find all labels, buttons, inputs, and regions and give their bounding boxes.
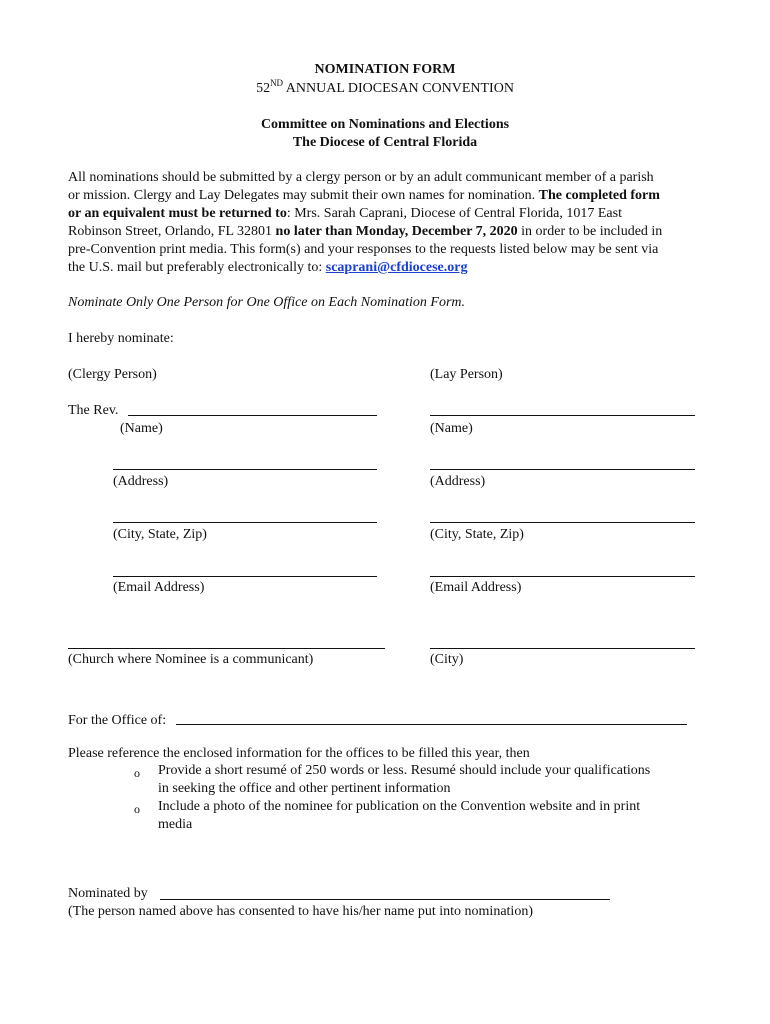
diocese-name: The Diocese of Central Florida <box>292 135 478 150</box>
clergy-address-label: (Address) <box>113 474 169 489</box>
convention-name: ANNUAL DIOCESAN CONVENTION <box>285 81 514 96</box>
bullet-marker: o <box>134 766 140 780</box>
form-title: NOMINATION FORM <box>314 62 456 77</box>
church-city-label: (City) <box>430 652 464 667</box>
bullet-marker: o <box>134 802 140 816</box>
office-field[interactable] <box>176 724 687 725</box>
bullet-photo-line2: media <box>158 817 193 832</box>
intro-line <box>68 205 708 223</box>
reference-intro: Please reference the enclosed information for the offices to be filled this year, then <box>68 746 530 761</box>
convention-number: 52 <box>256 81 271 96</box>
lay-name-label: (Name) <box>430 421 473 436</box>
bullet-resume-line2: in seeking the office and other pertinent information <box>158 781 451 796</box>
bullet-photo-line1: Include a photo of the nominee for publication on the Convention website and in print <box>158 799 641 814</box>
lay-heading: (Lay Person) <box>430 367 503 382</box>
lay-address-field[interactable] <box>430 469 695 470</box>
consent-note: (The person named above has consented to have his/her name put into nomination) <box>68 904 533 919</box>
clergy-name-label: (Name) <box>120 421 163 436</box>
bullet-resume-line1: Provide a short resumé of 250 words or less. Resumé should include your qualifications <box>158 763 651 778</box>
intro-text: in order to be included in <box>517 224 663 239</box>
clergy-heading: (Clergy Person) <box>68 367 157 382</box>
nominated-by-field[interactable] <box>160 899 610 900</box>
convention-title <box>0 80 770 98</box>
intro-line: pre-Convention print media. This form(s) and your responses to the requests listed below may be sent via <box>68 242 659 257</box>
intro-text: Robinson Street, Orlando, FL 32801 <box>68 224 276 239</box>
intro-paragraph <box>68 169 708 277</box>
clergy-email-field[interactable] <box>113 576 377 577</box>
rev-prefix: The Rev. <box>68 403 119 418</box>
office-label: For the Office of: <box>68 713 167 728</box>
committee-name: Committee on Nominations and Elections <box>260 117 510 132</box>
lay-name-field[interactable] <box>430 415 695 416</box>
clergy-city-field[interactable] <box>113 522 377 523</box>
hereby-nominate-text: I hereby nominate: <box>68 331 174 346</box>
intro-line <box>68 223 708 241</box>
lay-city-field[interactable] <box>430 522 695 523</box>
clergy-name-field[interactable] <box>128 415 377 416</box>
lay-email-label: (Email Address) <box>430 580 522 595</box>
instruction-text: Nominate Only One Person for One Office on Each Nomination Form. <box>68 295 466 310</box>
lay-address-label: (Address) <box>430 474 486 489</box>
intro-text: : Mrs. Sarah Caprani, Diocese of Central Florida, 1017 East <box>286 206 622 221</box>
intro-line <box>68 187 708 205</box>
lay-city-label: (City, State, Zip) <box>430 527 524 542</box>
email-link[interactable]: scaprani@cfdiocese.org <box>325 260 468 275</box>
clergy-city-label: (City, State, Zip) <box>113 527 207 542</box>
intro-text: the U.S. mail but preferably electronically to: <box>68 260 326 275</box>
convention-ordinal-suffix: ND <box>270 78 284 88</box>
intro-line <box>68 259 708 277</box>
clergy-address-field[interactable] <box>113 469 377 470</box>
nominated-by-label: Nominated by <box>68 886 148 901</box>
intro-emphasis: or an equivalent must be returned to <box>68 206 287 221</box>
deadline-text: no later than Monday, December 7, 2020 <box>275 224 518 239</box>
clergy-email-label: (Email Address) <box>113 580 205 595</box>
intro-text: or mission. Clergy and Lay Delegates may submit their own names for nomination. <box>68 188 539 203</box>
church-label: (Church where Nominee is a communicant) <box>68 652 314 667</box>
church-city-field[interactable] <box>430 648 695 649</box>
lay-email-field[interactable] <box>430 576 695 577</box>
intro-emphasis: The completed form <box>538 188 660 203</box>
intro-line: All nominations should be submitted by a clergy person or by an adult communicant member of a parish <box>68 170 654 185</box>
church-field[interactable] <box>68 648 385 649</box>
